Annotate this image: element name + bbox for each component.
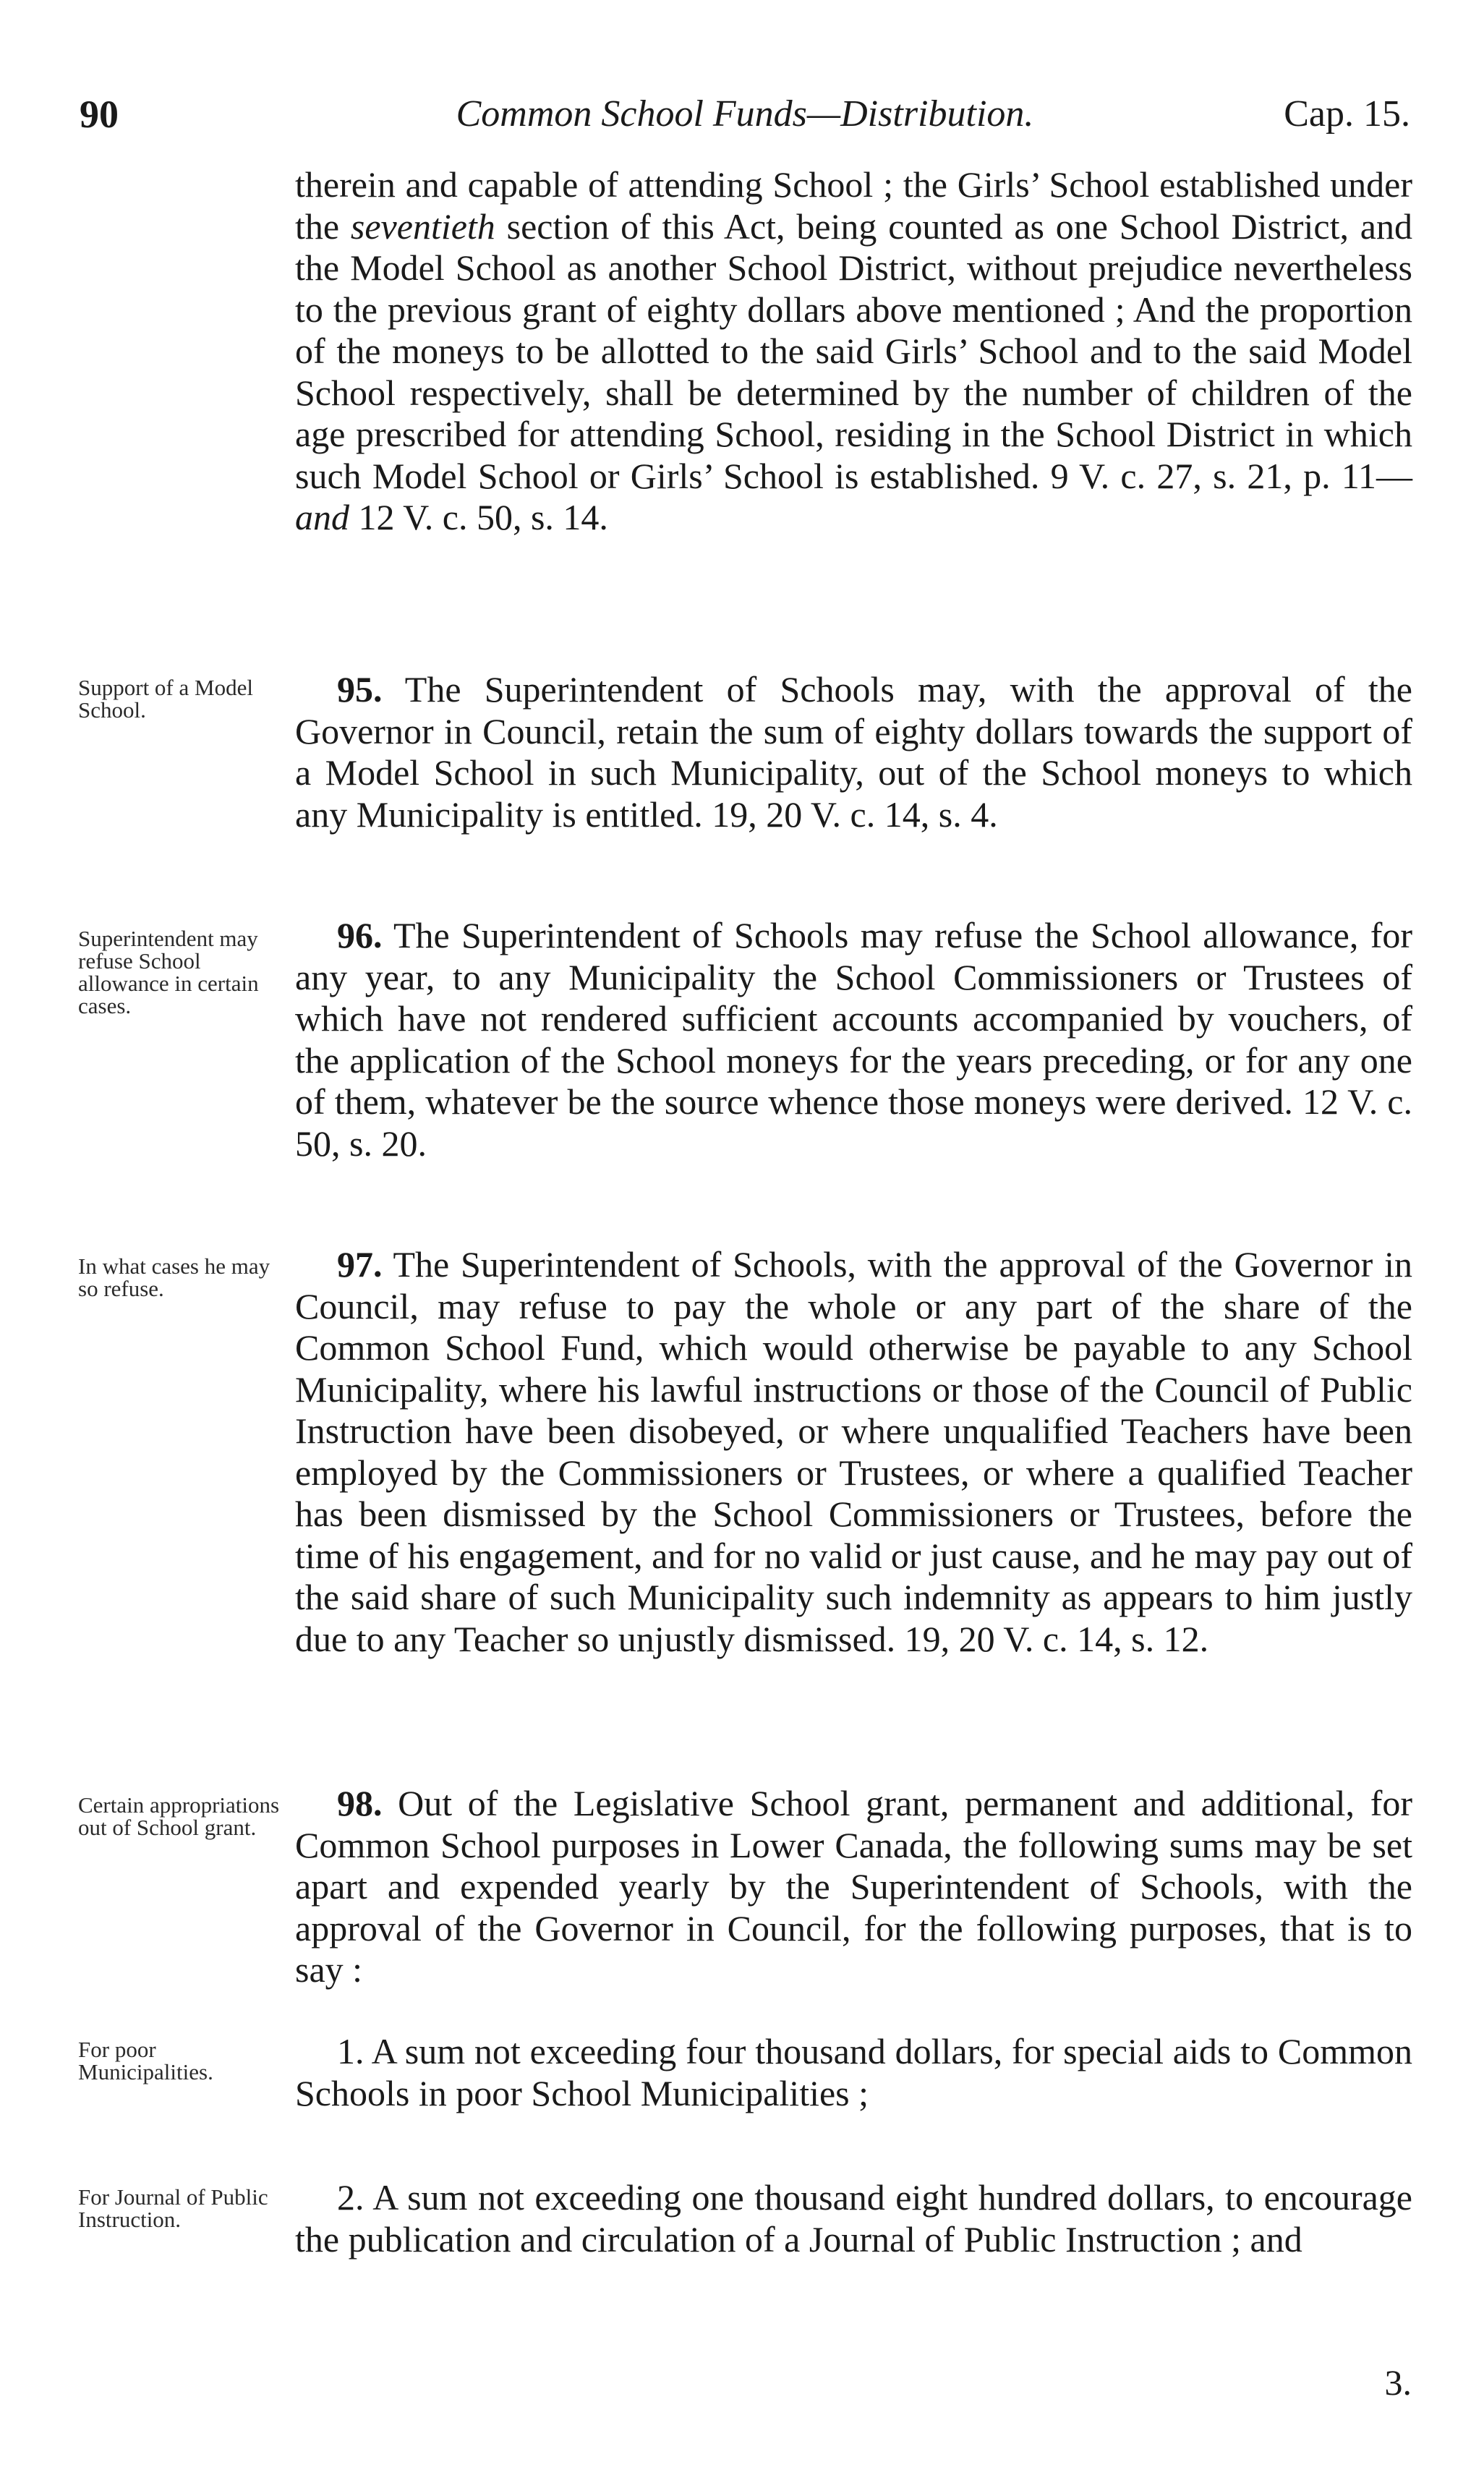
margin-note-item-2: For Journal of Public Instruction. [78,2184,268,2232]
section-95 [295,669,1412,835]
section-text: The Superintendent of Schools, with the approval of the Governor in Council, may refuse to pay the whole or any part of the share of the Common School Fund, which would otherwise be payable to any School Municipality, where his lawful instructions or those of the Council of Public Instruction have been disobeyed, or where unqualified Teachers have been employed by the Commissioners or Trustees, or where a qualified Teacher has been dismissed by the School Commissioners or Trustees, before the time of his engagement, and for no valid or just cause, and he may pay out of the said share of such Municipality such indemnity as appears to him justly due to any Teacher so unjustly dismissed. 19, 20 V. c. 14, s. 12. [295,1244,1412,1659]
section-text: The Superintendent of Schools may, with the approval of the Governor in Council, retain the sum of eighty dollars towards the support of a Model School in such Municipality, out of the School moneys to which any Municipality is entitled. 19, 20 V. c. 14, s. 4. [295,669,1412,835]
continuation-paragraph [295,164,1412,539]
item-text: A sum not exceeding one thousand eight hundred dollars, to encourage the publication and circulation of a Journal of Public Instruction ; and [295,2177,1412,2260]
section-number: 96. [337,915,383,955]
section-98 [295,1783,1412,1991]
section-number: 97. [337,1244,383,1285]
section-97 [295,1244,1412,1660]
section-text: The Superintendent of Schools may refuse the School allowance, for any year, to any Municipality the School Commissioners or Trustees of which have not rendered sufficient accounts accompanied by vouchers, of the application of the School moneys for the years preceding, or for any one of them, whatever be the source whence those moneys were derived. 12 V. c. 50, s. 20. [295,915,1412,1164]
item-1 [295,2031,1412,2114]
margin-note-96: Superintendent may refuse School allowance in certain cases. [78,926,259,1018]
section-number: 98. [337,1783,383,1823]
running-title: Common School Funds—Distribution. [456,93,1034,135]
page-header [80,85,1410,143]
chapter-label: Cap. 15. [1284,93,1410,135]
catchword: 3. [1384,2362,1412,2403]
italic-text: seventieth [350,205,495,247]
text-run: therein and capable of attending School ; the Girls’ School [295,164,1150,205]
text-run: 12 V. c. 50, s. 14. [349,497,608,537]
item-text: A sum not exceeding four thousand dollars, for special aids to Common Schools in poor School Municipalities ; [295,2031,1412,2113]
item-number: 1. [337,2031,364,2071]
margin-note-98: Certain appropriations out of School grant. [78,1792,280,1840]
continuation-text [295,164,1412,539]
section-96 [295,915,1412,1164]
margin-note-95: Support of a Model School. [78,675,253,723]
margin-note-item-1: For poor Municipalities. [78,2037,213,2084]
text-run: section of this Act, being counted as one School District, and the Model School as another School District, without prejudice nevertheless to the previous grant of eighty dollars above mentioned ; And the proportion of the moneys to be allotted to the said Girls’ School and to the said Model School respectively, shall be determined by the number of children of the age prescribed for attending School, residing in the School District in which such Model School or Girls’ School is established. 9 V. c. 27, s. 21, p. 11— [295,205,1412,496]
text-run: established under the [295,164,1412,247]
section-text: Out of the Legislative School grant, permanent and additional, for Common School purposes in Lower Canada, the following sums may be set apart and expended yearly by the Superintendent of Schools, with the approval of the Governor in Council, for the following purposes, that is to say : [295,1783,1412,1990]
italic-text: and [295,497,349,537]
margin-note-97: In what cases he may so refuse. [78,1253,270,1301]
section-number: 95. [337,669,383,710]
item-number: 2. [337,2177,364,2218]
page-number: 90 [80,93,119,136]
item-2 [295,2177,1412,2260]
